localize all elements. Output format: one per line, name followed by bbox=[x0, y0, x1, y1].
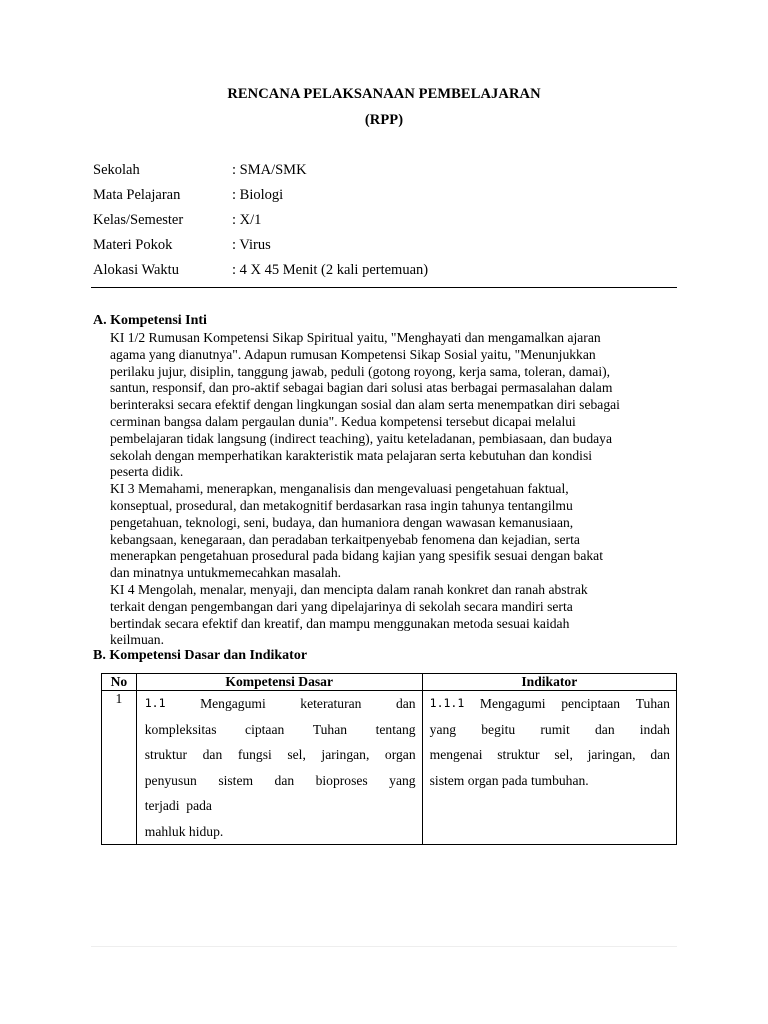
table-header-row bbox=[102, 674, 677, 691]
kompetensi-dasar-cell bbox=[136, 691, 422, 845]
paragraph-line: KI 3 Memahami, menerapkan, menganalisis dan mengevaluasi pengetahuan faktual, bbox=[110, 481, 569, 497]
paragraph-line: keilmuan. bbox=[110, 632, 164, 648]
word: jaringan, bbox=[321, 747, 370, 762]
column-header-indikator: Indikator bbox=[422, 674, 676, 691]
info-label: Mata Pelajaran bbox=[93, 187, 181, 203]
kompetensi-dasar-table bbox=[101, 673, 677, 845]
paragraph-line: konseptual, prosedural, dan metakognitif berdasarkan rasa ingin tahunya tentangilmu bbox=[110, 497, 573, 513]
text-line bbox=[430, 742, 670, 768]
section-heading-kompetensi-dasar: B. Kompetensi Dasar dan Indikator bbox=[93, 648, 308, 663]
indikator-text bbox=[423, 691, 676, 793]
info-value: : SMA/SMK bbox=[232, 162, 307, 178]
paragraph-line: terkait dengan pengembangan dari yang dipelajarinya di sekolah secara mandiri serta bbox=[110, 598, 573, 614]
info-label: Kelas/Semester bbox=[93, 212, 184, 228]
kompetensi-inti-text bbox=[110, 330, 696, 649]
word: penciptaan bbox=[561, 696, 621, 711]
kd-code: 1.1 bbox=[144, 696, 166, 710]
document-title: RENCANA PELAKSANAAN PEMBELAJARAN bbox=[227, 86, 541, 102]
text-line bbox=[430, 768, 670, 794]
text-line bbox=[430, 691, 670, 717]
text-line bbox=[145, 717, 416, 743]
text-line bbox=[145, 793, 416, 819]
word: yang bbox=[429, 721, 457, 737]
word: bioproses bbox=[315, 772, 368, 788]
word: sel, bbox=[554, 747, 573, 762]
paragraph-line: peserta didik. bbox=[110, 464, 184, 480]
word: begitu bbox=[481, 721, 516, 737]
info-label: Sekolah bbox=[93, 162, 140, 178]
word: Tuhan bbox=[312, 721, 348, 737]
word: sistem organ pada tumbuhan. bbox=[429, 772, 589, 788]
info-value: : Virus bbox=[232, 237, 271, 253]
text-line bbox=[430, 717, 670, 743]
word: dan bbox=[594, 721, 615, 737]
paragraph-line: cerminan bangsa dalam pergaulan dunia". Kedua kompetensi tersebut dicapai melalui bbox=[110, 413, 576, 429]
column-header-no: No bbox=[102, 674, 137, 691]
word: mahluk hidup. bbox=[144, 823, 224, 839]
document-subtitle: (RPP) bbox=[364, 112, 404, 128]
word: struktur bbox=[497, 747, 540, 762]
word: indah bbox=[639, 721, 670, 737]
paragraph-line: santun, responsif, dan pro-aktif sebagai bagian dari solusi atas berbagai permasalahan dalam bbox=[110, 380, 613, 396]
page-bottom-divider bbox=[91, 946, 677, 947]
paragraph-line: KI 4 Mengolah, menalar, menyaji, dan mencipta dalam ranah konkret dan ranah abstrak bbox=[110, 581, 588, 597]
table-row bbox=[102, 691, 677, 845]
word: sel, bbox=[287, 747, 306, 762]
kompetensi-dasar-text bbox=[137, 691, 422, 844]
section-heading-kompetensi-inti: A. Kompetensi Inti bbox=[93, 313, 207, 328]
text-line bbox=[145, 742, 416, 768]
paragraph-line: KI 1/2 Rumusan Kompetensi Sikap Spiritual yaitu, "Menghayati dan mengamalkan ajaran bbox=[110, 330, 601, 345]
info-value: : 4 X 45 Menit (2 kali pertemuan) bbox=[232, 262, 429, 278]
word: yang bbox=[389, 772, 416, 788]
paragraph-line: sekolah dengan memperhatikan karakteristik mata pelajaran serta kebutuhan dan kondisi bbox=[110, 447, 593, 463]
word: Mengagumi bbox=[200, 696, 266, 711]
paragraph-line: dan minatnya untukmemecahkan masalah. bbox=[110, 565, 342, 581]
word: Mengagumi bbox=[479, 696, 546, 711]
word: dan bbox=[395, 696, 416, 711]
info-value: : X/1 bbox=[232, 212, 262, 228]
row-number: 1 bbox=[102, 691, 137, 845]
column-header-kompetensi-dasar: Kompetensi Dasar bbox=[136, 674, 422, 691]
word: penyusun bbox=[144, 772, 197, 788]
word: organ bbox=[384, 747, 416, 762]
paragraph-line: menerapkan pengetahuan prosedural pada bidang kajian yang spesifik sesuai dengan bakat bbox=[110, 548, 603, 564]
info-label: Materi Pokok bbox=[93, 237, 173, 253]
info-value: : Biologi bbox=[232, 187, 284, 203]
word: Tuhan bbox=[635, 696, 670, 711]
word: keteraturan bbox=[300, 696, 362, 711]
text-line bbox=[145, 819, 416, 845]
text-line bbox=[145, 768, 416, 794]
word: ciptaan bbox=[245, 721, 285, 737]
info-label: Alokasi Waktu bbox=[93, 262, 179, 278]
word: sistem bbox=[218, 772, 254, 788]
word: tentang bbox=[375, 721, 416, 737]
paragraph-line: kebangsaan, kenegaraan, dan peradaban terkaitpenyebab fenomena dan kejadian, serta bbox=[110, 531, 580, 547]
word: mengenai bbox=[429, 747, 483, 762]
text-line bbox=[145, 691, 416, 717]
word: kompleksitas bbox=[144, 721, 217, 737]
word: jaringan, bbox=[587, 747, 636, 762]
word: dan bbox=[274, 772, 295, 788]
word: dan bbox=[650, 747, 670, 762]
paragraph-line: pengetahuan, teknologi, seni, budaya, dan humaniora dengan wawasan kemanusiaan, bbox=[110, 514, 574, 530]
paragraph-line: perilaku jujur, disiplin, tanggung jawab, peduli (gotong royong, kerja sama, toleran, damai), bbox=[110, 363, 611, 379]
paragraph-line: bertindak secara efektif dan kreatif, dan mampu menggunakan metoda sesuai kaidah bbox=[110, 615, 570, 631]
word: fungsi bbox=[237, 747, 272, 762]
word: struktur bbox=[144, 747, 188, 762]
word: terjadi pada bbox=[144, 798, 212, 813]
paragraph-line: pembelajaran tidak langsung (indirect teaching), yaitu keteladanan, pembiasaan, dan budaya bbox=[110, 430, 613, 446]
header-divider bbox=[91, 287, 677, 288]
paragraph-line: berinteraksi secara efektif dengan lingkungan sosial dan alam serta menempatkan diri sebagai bbox=[110, 397, 620, 413]
word: dan bbox=[202, 747, 223, 762]
word: rumit bbox=[540, 721, 570, 737]
indikator-cell bbox=[422, 691, 676, 845]
paragraph-line: agama yang dianutnya". Adapun rumusan Kompetensi Sikap Sosial yaitu, "Menunjukkan bbox=[110, 346, 596, 362]
indikator-code: 1.1.1 bbox=[429, 696, 465, 710]
